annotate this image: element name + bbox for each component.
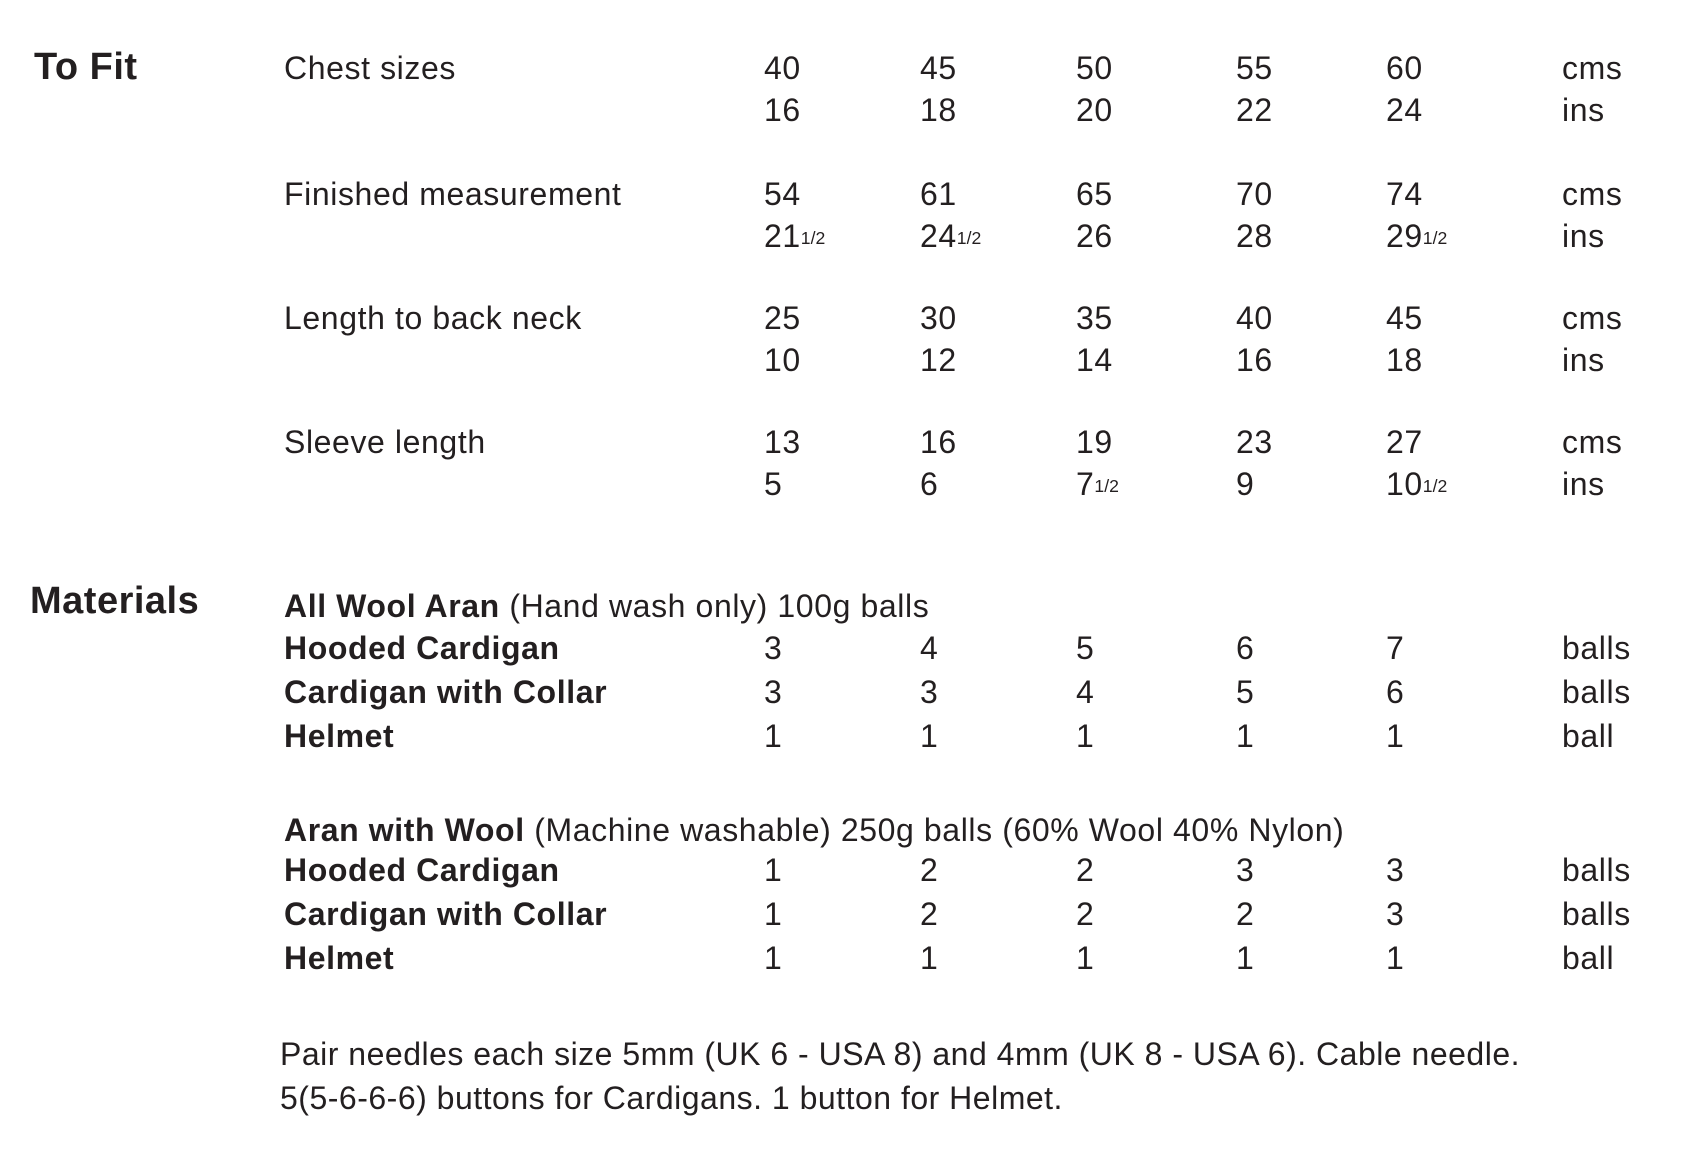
size-value: [1076, 896, 1094, 933]
value-number: 21: [764, 218, 801, 254]
value-number: 24: [1386, 92, 1423, 128]
row-unit: ins: [1562, 92, 1605, 128]
value-number: 3: [1236, 852, 1255, 888]
value-number: 1: [1076, 940, 1095, 976]
size-value: [764, 940, 782, 977]
materials-heading: Materials: [30, 580, 200, 622]
size-value: [1386, 92, 1423, 129]
size-value: [764, 176, 801, 213]
size-value: [1076, 218, 1113, 255]
size-value: [1386, 674, 1404, 711]
size-value: [1236, 424, 1273, 461]
row-unit: cms: [1562, 424, 1623, 460]
size-value: [1236, 50, 1273, 87]
size-value: [764, 424, 801, 461]
table-row: [0, 940, 1700, 984]
yarn2-desc: (Machine washable) 250g balls (60% Wool 40% Nylon): [534, 812, 1345, 848]
row-unit: ins: [1562, 466, 1605, 502]
size-value: [1236, 896, 1254, 933]
value-fraction: 1/2: [1094, 476, 1119, 497]
needles-note: [280, 1032, 1520, 1120]
size-value: [1076, 852, 1094, 889]
value-number: 55: [1236, 50, 1273, 86]
value-number: 5: [1236, 674, 1255, 710]
row-label: Helmet: [284, 718, 395, 754]
size-value: [1236, 852, 1254, 889]
value-number: 2: [920, 896, 939, 932]
value-number: 18: [920, 92, 957, 128]
value-number: 5: [764, 466, 783, 502]
value-number: 50: [1076, 50, 1113, 86]
value-number: 24: [920, 218, 957, 254]
value-number: 19: [1076, 424, 1113, 460]
size-value: [1076, 718, 1094, 755]
value-number: 45: [920, 50, 957, 86]
size-value: [1076, 300, 1113, 337]
value-fraction: 1/2: [1422, 476, 1448, 497]
size-value: [1076, 466, 1119, 503]
size-value: [1076, 424, 1113, 461]
value-number: 2: [920, 852, 939, 888]
value-number: 1: [920, 718, 939, 754]
value-number: 12: [920, 342, 957, 378]
size-value: [1386, 342, 1423, 379]
row-unit: balls: [1562, 852, 1631, 888]
value-number: 1: [1076, 718, 1095, 754]
size-value: [920, 940, 938, 977]
size-value: [1236, 674, 1254, 711]
size-value: [920, 896, 938, 933]
value-number: 2: [1076, 896, 1095, 932]
size-value: [764, 896, 782, 933]
table-row: [0, 674, 1700, 718]
row-label: Length to back neck: [284, 300, 582, 336]
value-number: 40: [1236, 300, 1273, 336]
value-number: 61: [920, 176, 957, 212]
value-number: 18: [1386, 342, 1423, 378]
table-row: [0, 718, 1700, 762]
table-row: [0, 466, 1700, 510]
value-number: 70: [1236, 176, 1273, 212]
value-number: 1: [1386, 718, 1405, 754]
size-value: [1076, 630, 1094, 667]
value-number: 1: [1386, 940, 1405, 976]
size-value: [920, 92, 957, 129]
row-label: Hooded Cardigan: [284, 852, 560, 888]
value-number: 3: [764, 674, 783, 710]
value-number: 3: [920, 674, 939, 710]
row-label: Cardigan with Collar: [284, 674, 608, 710]
value-number: 45: [1386, 300, 1423, 336]
value-number: 22: [1236, 92, 1273, 128]
row-label: Finished measurement: [284, 176, 622, 212]
value-number: 1: [764, 852, 783, 888]
value-number: 1: [764, 718, 783, 754]
size-value: [1236, 718, 1254, 755]
table-row: [0, 424, 1700, 468]
size-value: [1236, 92, 1273, 129]
value-number: 23: [1236, 424, 1273, 460]
value-number: 6: [920, 466, 939, 502]
size-value: [1076, 176, 1113, 213]
value-number: 16: [1236, 342, 1273, 378]
value-number: 6: [1236, 630, 1255, 666]
row-unit: balls: [1562, 630, 1631, 666]
size-value: [1386, 466, 1447, 503]
value-number: 1: [1236, 940, 1255, 976]
size-value: [920, 466, 938, 503]
size-value: [1386, 896, 1404, 933]
value-number: 13: [764, 424, 801, 460]
value-fraction: 1/2: [800, 228, 826, 249]
size-value: [1386, 218, 1447, 255]
value-number: 2: [1076, 852, 1095, 888]
row-unit: cms: [1562, 300, 1623, 336]
value-number: 2: [1236, 896, 1255, 932]
value-number: 35: [1076, 300, 1113, 336]
table-row: [0, 342, 1700, 386]
size-value: [1076, 50, 1113, 87]
yarn1-header: [284, 588, 929, 625]
value-number: 7: [1386, 630, 1405, 666]
value-number: 16: [920, 424, 957, 460]
table-row: [0, 300, 1700, 344]
size-value: [764, 466, 782, 503]
size-value: [920, 674, 938, 711]
row-label: Sleeve length: [284, 424, 486, 460]
size-value: [920, 342, 957, 379]
size-value: [920, 718, 938, 755]
value-number: 1: [764, 896, 783, 932]
value-number: 3: [1386, 852, 1405, 888]
size-value: [920, 300, 957, 337]
row-unit: balls: [1562, 674, 1631, 710]
value-number: 54: [764, 176, 801, 212]
size-value: [1076, 92, 1113, 129]
size-value: [1076, 674, 1094, 711]
size-value: [920, 630, 938, 667]
value-number: 30: [920, 300, 957, 336]
size-value: [1386, 300, 1423, 337]
value-number: 27: [1386, 424, 1423, 460]
size-value: [1236, 300, 1273, 337]
size-value: [1236, 630, 1254, 667]
table-row: [0, 176, 1700, 220]
value-number: 7: [1076, 466, 1095, 502]
value-number: 5: [1076, 630, 1095, 666]
value-fraction: 1/2: [956, 228, 982, 249]
value-number: 3: [764, 630, 783, 666]
value-number: 1: [764, 940, 783, 976]
size-value: [1386, 852, 1404, 889]
row-label: Cardigan with Collar: [284, 896, 608, 932]
table-row: [0, 50, 1700, 94]
value-number: 6: [1386, 674, 1405, 710]
yarn1-desc: (Hand wash only) 100g balls: [509, 588, 930, 624]
value-number: 4: [920, 630, 939, 666]
table-row: [0, 852, 1700, 896]
size-value: [1236, 466, 1254, 503]
table-row: [0, 896, 1700, 940]
value-fraction: 1/2: [1422, 228, 1448, 249]
value-number: 10: [764, 342, 801, 378]
value-number: 1: [920, 940, 939, 976]
value-number: 65: [1076, 176, 1113, 212]
value-number: 20: [1076, 92, 1113, 128]
size-value: [764, 718, 782, 755]
size-value: [1236, 218, 1273, 255]
row-unit: cms: [1562, 50, 1623, 86]
row-unit: ball: [1562, 718, 1615, 754]
size-value: [1386, 718, 1404, 755]
size-value: [1236, 940, 1254, 977]
size-value: [920, 50, 957, 87]
size-value: [1076, 940, 1094, 977]
size-value: [764, 50, 801, 87]
row-label: Helmet: [284, 940, 395, 976]
size-value: [764, 852, 782, 889]
size-value: [920, 852, 938, 889]
value-number: 16: [764, 92, 801, 128]
value-number: 4: [1076, 674, 1095, 710]
value-number: 28: [1236, 218, 1273, 254]
size-value: [764, 630, 782, 667]
yarn1-name: All Wool Aran: [284, 588, 500, 624]
table-row: [0, 92, 1700, 136]
size-value: [1236, 342, 1273, 379]
row-unit: cms: [1562, 176, 1623, 212]
value-number: 60: [1386, 50, 1423, 86]
value-number: 3: [1386, 896, 1405, 932]
value-number: 1: [1236, 718, 1255, 754]
note-line-1: Pair needles each size 5mm (UK 6 - USA 8) and 4mm (UK 8 - USA 6). Cable needle.: [280, 1036, 1521, 1072]
row-label: Chest sizes: [284, 50, 456, 86]
size-value: [920, 424, 957, 461]
value-number: 14: [1076, 342, 1113, 378]
size-value: [1386, 940, 1404, 977]
value-number: 40: [764, 50, 801, 86]
value-number: 10: [1386, 466, 1423, 502]
row-unit: ball: [1562, 940, 1615, 976]
size-value: [764, 92, 801, 129]
to-fit-heading: To Fit: [34, 46, 138, 88]
row-label: Hooded Cardigan: [284, 630, 560, 666]
size-value: [920, 218, 981, 255]
note-line-2: 5(5-6-6-6) buttons for Cardigans. 1 button for Helmet.: [280, 1080, 1063, 1116]
size-value: [1076, 342, 1113, 379]
size-value: [1386, 424, 1423, 461]
yarn2-header: [284, 812, 1344, 849]
row-unit: ins: [1562, 342, 1605, 378]
value-number: 26: [1076, 218, 1113, 254]
size-value: [764, 674, 782, 711]
value-number: 25: [764, 300, 801, 336]
row-unit: balls: [1562, 896, 1631, 932]
size-value: [764, 218, 825, 255]
size-value: [1386, 50, 1423, 87]
row-unit: ins: [1562, 218, 1605, 254]
value-number: 74: [1386, 176, 1423, 212]
size-value: [764, 342, 801, 379]
size-value: [1236, 176, 1273, 213]
value-number: 9: [1236, 466, 1255, 502]
value-number: 29: [1386, 218, 1423, 254]
size-value: [920, 176, 957, 213]
size-value: [764, 300, 801, 337]
size-value: [1386, 630, 1404, 667]
table-row: [0, 218, 1700, 262]
size-value: [1386, 176, 1423, 213]
table-row: [0, 630, 1700, 674]
yarn2-name: Aran with Wool: [284, 812, 525, 848]
